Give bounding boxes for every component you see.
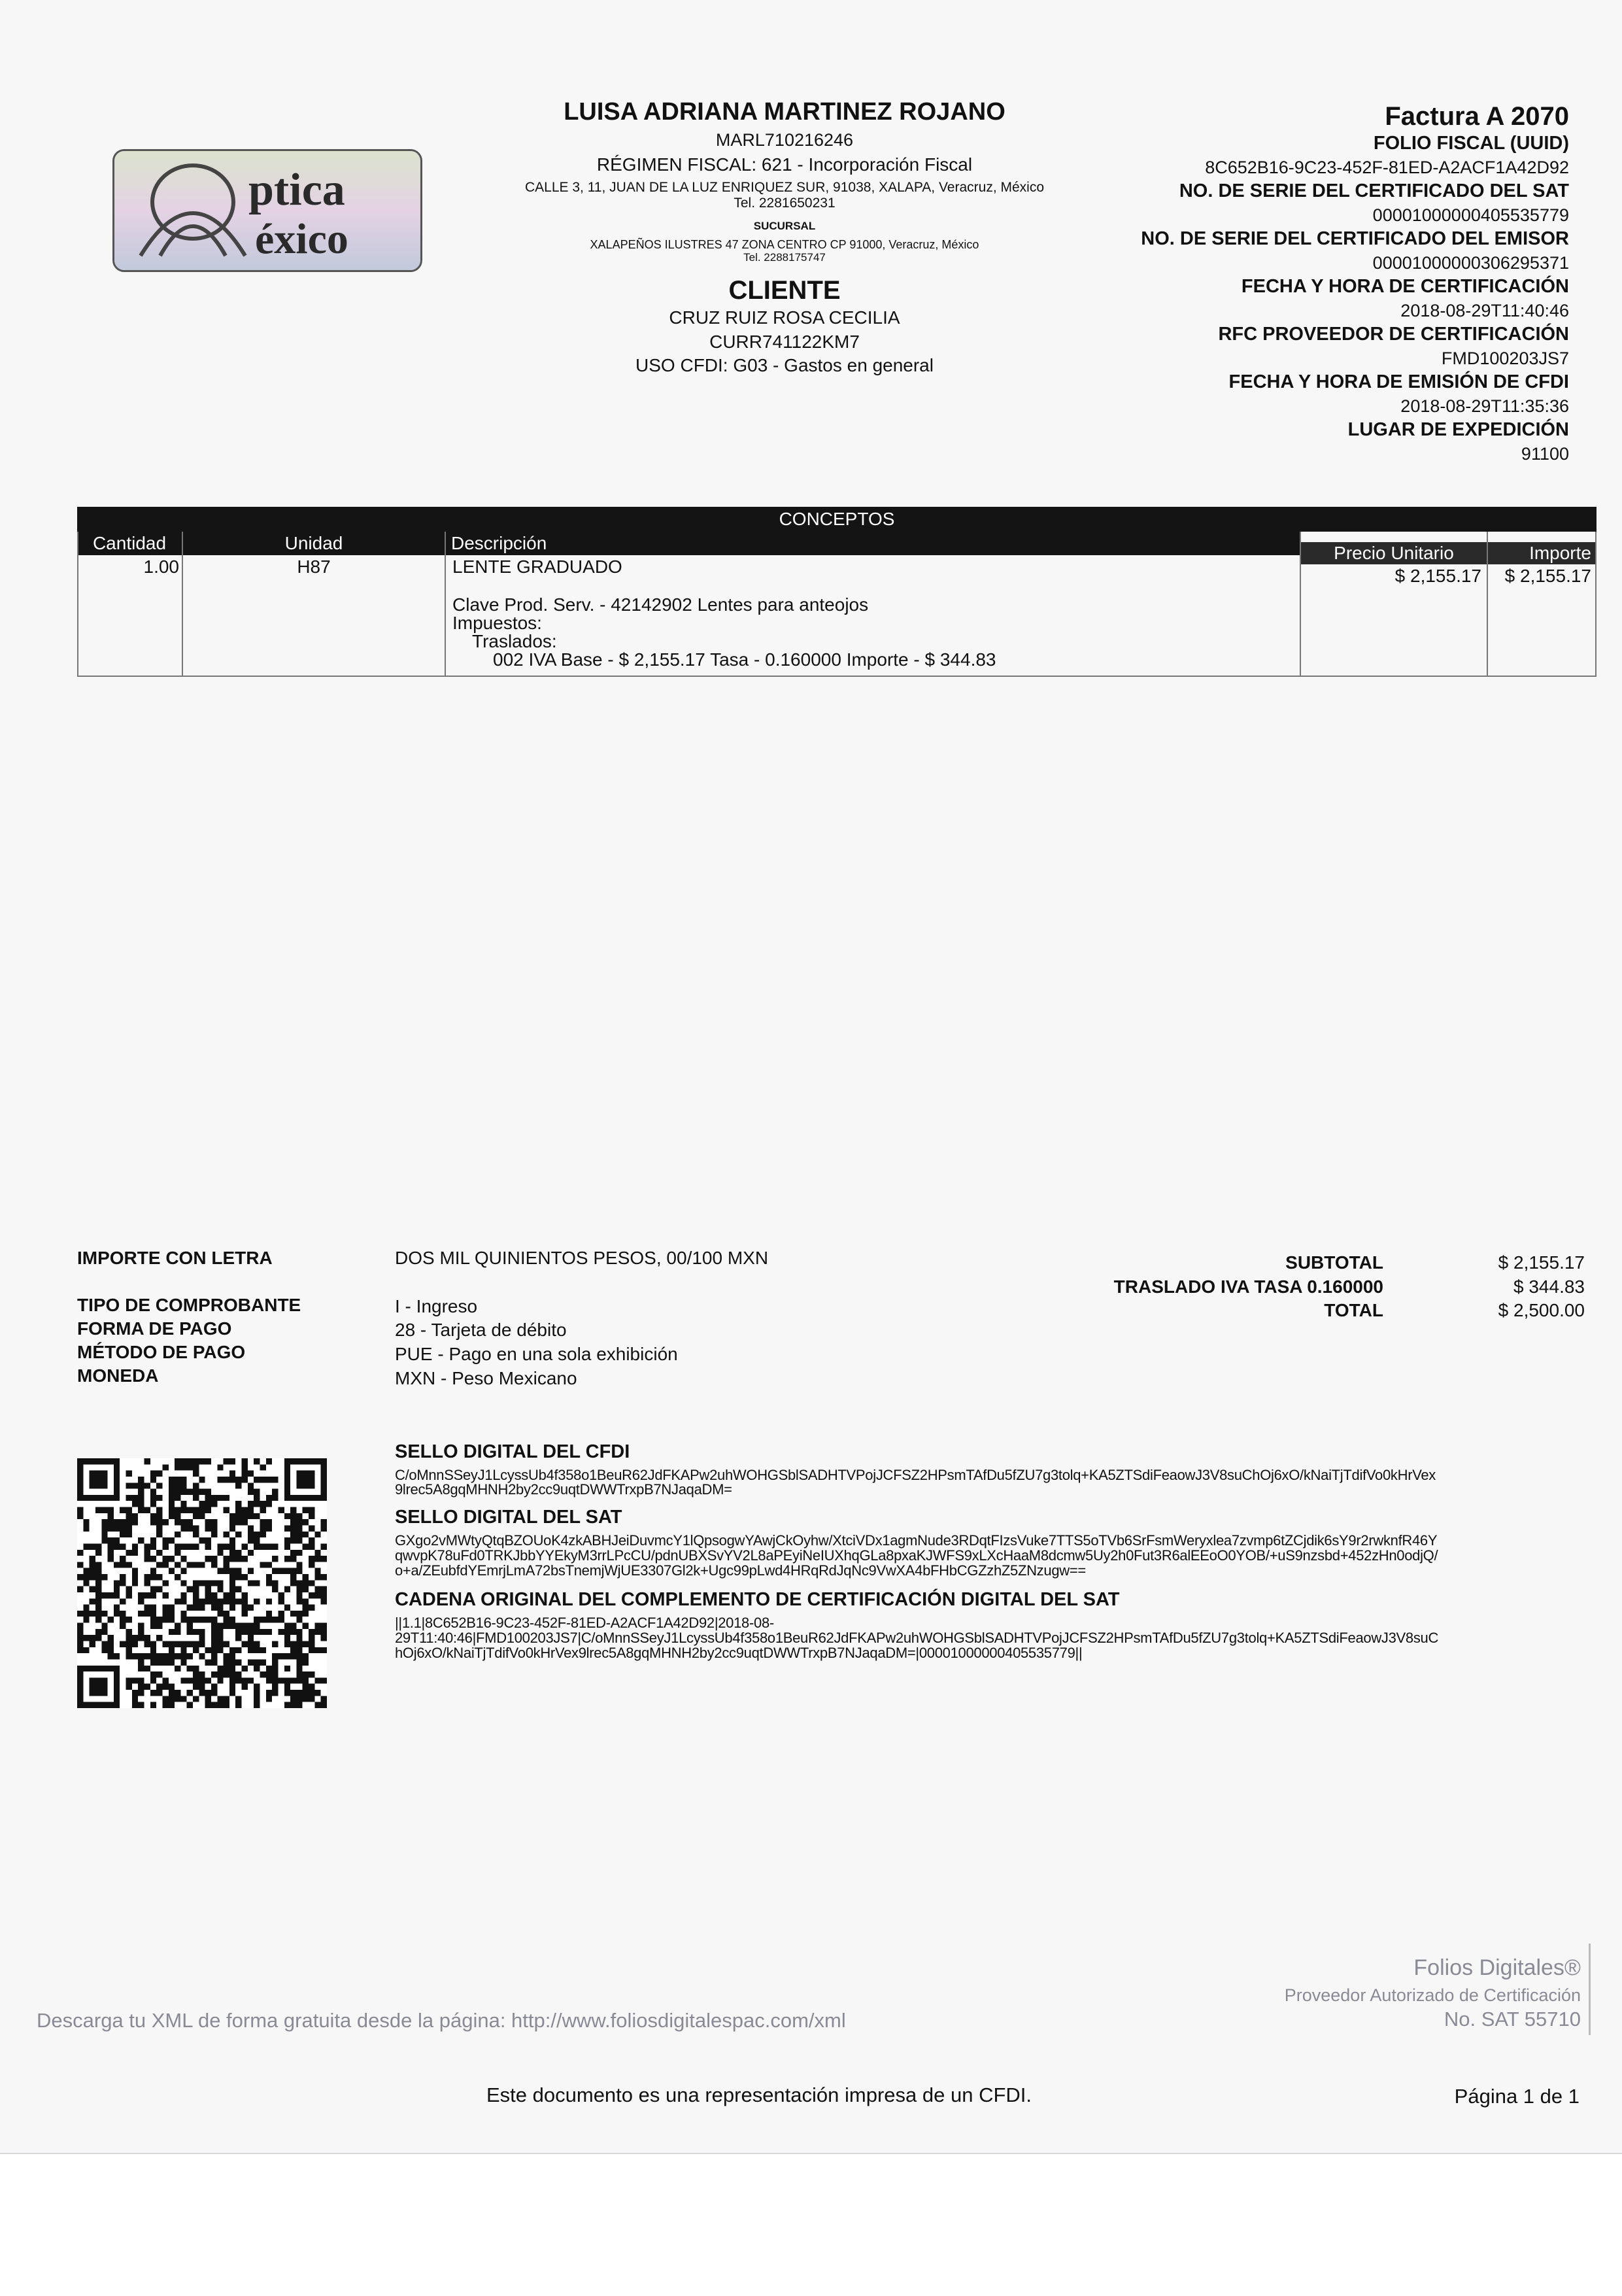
fecha-certificacion-value: 2018-08-29T11:40:46	[1400, 300, 1569, 320]
logo-graphic	[114, 151, 420, 270]
sello-cfdi-line-2: 9lrec5A8gqMHNH2by2cc9uqtDWWTrxpB7NJaqaDM=	[395, 1481, 732, 1498]
emisor-tel: Tel. 2281650231	[734, 196, 836, 211]
cliente-uso-cfdi: USO CFDI: G03 - Gastos en general	[635, 355, 934, 375]
lugar-expedicion-label: LUGAR DE EXPEDICIÓN	[1347, 419, 1569, 440]
header-cantidad: Cantidad	[77, 532, 182, 555]
cfdi-note: Este documento es una representación impresa de un CFDI.	[486, 2083, 1032, 2106]
traslado-iva-label: TRASLADO IVA TASA 0.160000	[1113, 1277, 1383, 1297]
cadena-original-line-2: 29T11:40:46|FMD100203JS7|C/oMnnSSeyJ1LcyssUb4f358o1BeuR62JdFKAPw2uhWOHGSblSADHTVPojJCFSZ2HPsmTAfDu5fZU7g3tolq+KA5ZTSdiFeaowJ3V8suC	[395, 1630, 1439, 1646]
qr-code-graphic	[77, 1458, 327, 1708]
sello-sat-line-1: GXgo2vMWtyQtqBZOUoK4zkABHJeiDuvmcY1lQpsogwYAwjCkOyhw/XtciVDx1agmNude3RDqtFIzsVuke7TTS5oTVb6SrFsmWeryxlea7zvmp6tZCjdik6sY9r2rwknfR46Y	[395, 1532, 1438, 1549]
fecha-emision-value: 2018-08-29T11:35:36	[1400, 396, 1569, 416]
header-precio-unitario: Precio Unitario	[1301, 542, 1487, 564]
optica-mexico-logo	[112, 149, 422, 272]
traslado-iva-value: $ 344.83	[1513, 1277, 1585, 1297]
metodo-pago-label: MÉTODO DE PAGO	[77, 1342, 246, 1362]
footer-brand-divider	[1589, 1944, 1591, 2035]
cliente-name: CRUZ RUIZ ROSA CECILIA	[669, 307, 900, 328]
sucursal-tel: Tel. 2288175747	[743, 251, 826, 264]
row-cantidad: 1.00	[143, 557, 179, 577]
subtotal-label: SUBTOTAL	[1285, 1252, 1383, 1273]
table-divider-4	[1487, 532, 1488, 677]
total-value: $ 2,500.00	[1498, 1300, 1585, 1320]
lugar-expedicion-value: 91100	[1521, 443, 1569, 464]
row-impuestos: Impuestos:	[452, 613, 542, 633]
factura-title: Factura A 2070	[1385, 102, 1569, 131]
serie-sat-value: 00001000000405535779	[1372, 205, 1569, 225]
table-border-bottom	[77, 676, 1597, 677]
no-sat: No. SAT 55710	[1444, 2008, 1581, 2030]
emisor-address: CALLE 3, 11, JUAN DE LA LUZ ENRIQUEZ SUR, 91038, XALAPA, Veracruz, México	[524, 180, 1045, 195]
moneda-label: MONEDA	[77, 1365, 159, 1386]
cliente-rfc: CURR741122KM7	[709, 332, 860, 352]
row-clave-prod: Clave Prod. Serv. - 42142902 Lentes para anteojos	[452, 594, 869, 615]
header-descripcion: Descripción	[446, 532, 1300, 555]
emisor-rfc: MARL710216246	[715, 130, 854, 150]
conceptos-table	[77, 507, 1597, 677]
header-importe: Importe	[1488, 542, 1597, 564]
conceptos-title: CONCEPTOS	[77, 507, 1597, 532]
table-divider-3	[1300, 532, 1301, 677]
row-unidad: H87	[297, 557, 331, 577]
sello-sat-line-2: qwvpK78uFd0TRKJbbYYEkyM3rrLPcCU/pdnUBXSvYV2L8aPEyiNeIUXhqGLa8pxaKJWFS9xLXcHaaM8dcmw5Uy2h0Fut3R6alEEoO0YOB/+uS9nzsbd+452zHn0odjQ/	[395, 1547, 1438, 1564]
cadena-original-line-3: hOj6xO/kNaiTjTdifVo0kHrVex9lrec5A8gqMHNH2by2cc9uqtDWWTrxpB7NJaqaDM=|00001000000405535779||	[395, 1645, 1083, 1661]
fecha-emision-label: FECHA Y HORA DE EMISIÓN DE CFDI	[1228, 371, 1569, 392]
factura-header	[1072, 101, 1569, 466]
sello-cfdi-line-1: C/oMnnSSeyJ1LcyssUb4f358o1BeuR62JdFKAPw2uhWOHGSblSADHTVPojJCFSZ2HPsmTAfDu5fZU7g3tolq+KA5ZTSdiFeaowJ3V8suChOj6xO/kNaiTjTdifVo0kHrVex	[395, 1467, 1436, 1483]
table-divider-1	[182, 532, 183, 677]
importe-letra-label: IMPORTE CON LETRA	[77, 1248, 273, 1268]
row-precio-unitario: $ 2,155.17	[1394, 566, 1481, 586]
forma-pago-value: 28 - Tarjeta de débito	[395, 1320, 567, 1340]
table-divider-2	[445, 532, 446, 677]
cadena-original-title: CADENA ORIGINAL DEL COMPLEMENTO DE CERTIFICACIÓN DIGITAL DEL SAT	[395, 1589, 1120, 1610]
folio-fiscal-label: FOLIO FISCAL (UUID)	[1373, 133, 1569, 154]
logo-text-top: ptica	[248, 165, 345, 215]
sucursal-label: SUCURSAL	[753, 220, 816, 232]
scan-bottom-margin	[0, 2153, 1622, 2296]
cliente-title: CLIENTE	[728, 276, 841, 305]
tipo-comprobante-label: TIPO DE COMPROBANTE	[77, 1295, 301, 1315]
logo-text-bottom: éxico	[255, 215, 348, 263]
emisor-regimen: RÉGIMEN FISCAL: 621 - Incorporación Fiscal	[596, 154, 973, 175]
row-descripcion: LENTE GRADUADO	[452, 557, 622, 577]
sello-cfdi-title: SELLO DIGITAL DEL CFDI	[395, 1441, 630, 1462]
serie-sat-label: NO. DE SERIE DEL CERTIFICADO DEL SAT	[1179, 180, 1569, 201]
importe-letra-value: DOS MIL QUINIENTOS PESOS, 00/100 MXN	[395, 1248, 769, 1268]
qr-code	[77, 1458, 327, 1708]
folio-fiscal-value: 8C652B16-9C23-452F-81ED-A2ACF1A42D92	[1205, 157, 1569, 177]
cadena-original-line-1: ||1.1|8C652B16-9C23-452F-81ED-A2ACF1A42D92|2018-08-	[395, 1615, 774, 1631]
metodo-pago-value: PUE - Pago en una sola exhibición	[395, 1344, 678, 1364]
subtotal-value: $ 2,155.17	[1498, 1252, 1585, 1273]
table-border-right	[1595, 532, 1597, 677]
forma-pago-label: FORMA DE PAGO	[77, 1318, 232, 1339]
fecha-certificacion-label: FECHA Y HORA DE CERTIFICACIÓN	[1241, 276, 1569, 297]
rfc-proveedor-label: RFC PROVEEDOR DE CERTIFICACIÓN	[1218, 324, 1569, 345]
serie-emisor-label: NO. DE SERIE DEL CERTIFICADO DEL EMISOR	[1141, 228, 1569, 249]
row-iva-detail: 002 IVA Base - $ 2,155.17 Tasa - 0.160000 Importe - $ 344.83	[493, 649, 996, 670]
row-traslados: Traslados:	[472, 631, 557, 651]
page-number: Página 1 de 1	[1454, 2085, 1580, 2108]
header-unidad: Unidad	[183, 532, 445, 555]
download-xml-link[interactable]: Descarga tu XML de forma gratuita desde la página: http://www.foliosdigitalespac.com/xml	[37, 2009, 846, 2032]
row-importe: $ 2,155.17	[1504, 566, 1591, 586]
folios-digitales-brand: Folios Digitales®	[1413, 1955, 1581, 1980]
tipo-comprobante-value: I - Ingreso	[395, 1296, 478, 1316]
rfc-proveedor-value: FMD100203JS7	[1441, 348, 1569, 368]
serie-emisor-value: 00001000000306295371	[1372, 252, 1569, 273]
table-border-left	[77, 532, 78, 677]
sucursal-address: XALAPEÑOS ILUSTRES 47 ZONA CENTRO CP 91000, Veracruz, México	[590, 238, 979, 251]
sello-sat-line-3: o+a/ZEubfdYEmrjLmA72bsTnemjWjUE3307Gl2k+Ugc99pLwd4HRqRdJqNc9VwXA4bFHbCGZzhZ5ZNzugw==	[395, 1562, 1086, 1579]
emisor-name: LUISA ADRIANA MARTINEZ ROJANO	[564, 98, 1005, 126]
sello-sat-title: SELLO DIGITAL DEL SAT	[395, 1507, 622, 1528]
total-label: TOTAL	[1324, 1300, 1383, 1320]
moneda-value: MXN - Peso Mexicano	[395, 1368, 577, 1388]
proveedor-autorizado: Proveedor Autorizado de Certificación	[1284, 1985, 1581, 2005]
